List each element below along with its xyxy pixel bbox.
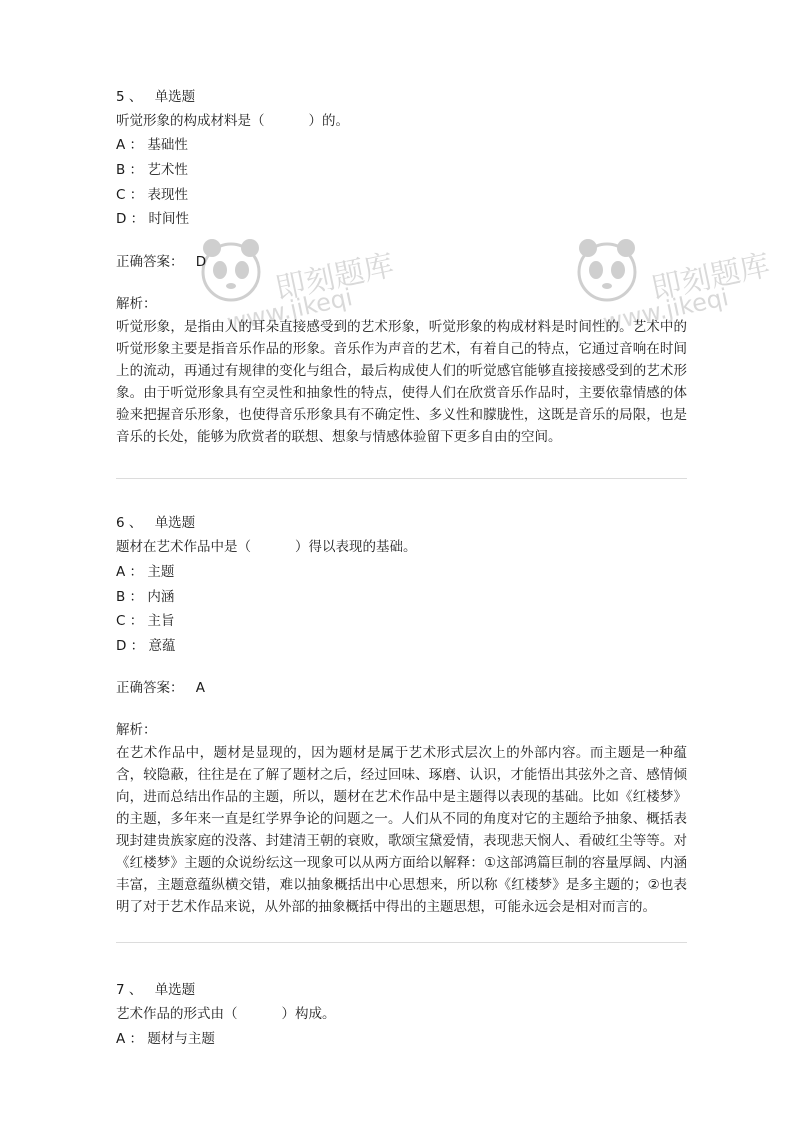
question-header: [116, 87, 195, 107]
stem-before: 题材在艺术作品中是（: [116, 539, 251, 555]
panda-logo-icon: [572, 232, 642, 312]
answer-value: A: [195, 680, 206, 696]
analysis-text: 听觉形象，是指由人的耳朵直接感受到的艺术形象，听觉形象的构成材料是时间性的。艺术中的听觉形象主要是指音乐作品的形象。音乐作为声音的艺术，有着自己的特点，它通过音响在时间上的流动，再通过有规律的变化与组合，最后构成使人们的听觉感官能够直接接感受到的艺术形象。由于听觉形象具有空灵性和抽象性的特点，使得人们在欣赏音乐作品时，主要依靠情感的体验来把握音乐形象，也使得音乐形象具有不确定性、多义性和朦胧性，这既是音乐的局限，也是音乐的长处，能够为欣赏者的联想、想象与情感体验留下更多自由的空间。: [116, 319, 687, 445]
correct-answer: [116, 252, 206, 272]
stem-after: ）的。: [308, 113, 349, 129]
question-stem: [116, 1004, 336, 1024]
stem-before: 听觉形象的构成材料是（: [116, 113, 265, 129]
question-header: [116, 980, 195, 1000]
question-stem: [116, 537, 417, 557]
question-header: [116, 513, 195, 533]
question-divider: [116, 478, 687, 479]
analysis-text: 在艺术作品中，题材是显现的，因为题材是属于艺术形式层次上的外部内容。而主题是一种蕴含，较隐蔽，往往是在了解了题材之后，经过回味、琢磨、认识，才能悟出其弦外之音、感情倾向，进而总结出作品的主题，所以，题材在艺术作品中是主题得以表现的基础。比如《红楼梦》的主题，多年来一直是红学界争论的问题之一。人们从不同的角度对它的主题给予抽象、概括表现封建贵族家庭的没落、封建清王朝的衰败，歌颂宝黛爱情，表现悲天悯人、看破红尘等等。对《红楼梦》主题的众说纷纭这一现象可以从两方面给以解释：①这部鸿篇巨制的容量厚阔、内涵丰富，主题意蕴纵横交错，难以抽象概括出中心思想来，所以称《红楼梦》是多主题的；②也表明了对于艺术作品来说，从外部的抽象概括中得出的主题思想，可能永远会是相对而言的。: [116, 745, 687, 915]
option-b: B ： 内涵: [116, 589, 175, 605]
answer-label: 正确答案：: [116, 680, 184, 696]
question-number: 6 、: [116, 515, 143, 531]
watermark-brand: 即刻题库: [648, 247, 774, 308]
option-a: A ： 主题: [116, 564, 175, 580]
stem-after: ）构成。: [281, 1006, 336, 1022]
watermark-url: www.jikeqi: [600, 283, 731, 337]
watermark-brand: 即刻题库: [272, 247, 398, 308]
option-b: B ： 艺术性: [116, 162, 188, 178]
option-c: C ： 主旨: [116, 613, 175, 629]
stem-after: ）得以表现的基础。: [295, 539, 417, 555]
option-d: D ： 时间性: [116, 211, 189, 227]
analysis-label: 解析：: [116, 722, 157, 738]
option-a: A ： 基础性: [116, 137, 188, 153]
answer-label: 正确答案：: [116, 254, 184, 270]
watermark-url: www.jikeqi: [224, 283, 355, 337]
option-a: A ： 题材与主题: [116, 1031, 215, 1047]
stem-before: 艺术作品的形式由（: [116, 1006, 238, 1022]
question-type: 单选题: [154, 515, 196, 531]
question-number: 7 、: [116, 982, 143, 998]
panda-logo-icon: [196, 232, 266, 312]
question-divider: [116, 942, 687, 943]
question-type: 单选题: [154, 982, 196, 998]
question-number: 5 、: [116, 89, 143, 105]
option-c: C ： 表现性: [116, 187, 189, 203]
analysis-label: 解析：: [116, 296, 157, 312]
correct-answer: [116, 678, 205, 698]
question-type: 单选题: [154, 89, 196, 105]
option-d: D ： 意蕴: [116, 638, 176, 654]
answer-value: D: [195, 254, 207, 270]
question-stem: [116, 111, 349, 131]
